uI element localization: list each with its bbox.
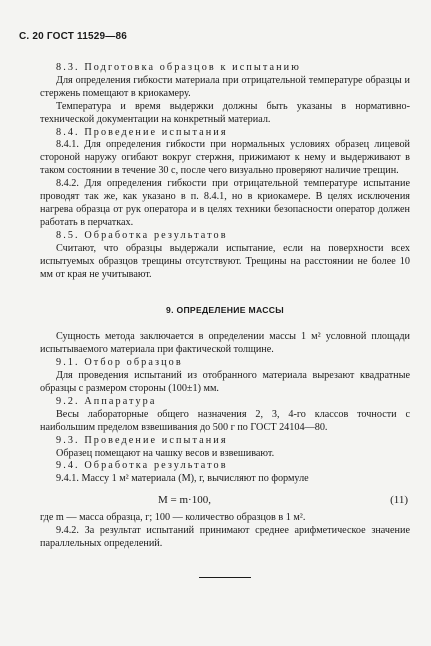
page-header: С. 20 ГОСТ 11529—86 [19,31,128,42]
section-9-1-title: 9.1. Отбор образцов [56,357,183,369]
section-9-1-para: Для проведения испытаний из отобранного материала вырезают квадратные образцы с размером стороны (100±1) мм. [40,370,410,395]
section-8-3-title: 8.3. Подготовка образцов к испытанию [56,62,301,73]
section-8-3-para-1: Для определения гибкости материала при отрицательной температуре образцы и стержень помещают в криокамеру. [40,74,410,99]
section-8-4-title: 8.4. Проведение испытания [56,126,228,138]
section-8-5-title: 8.5. Обработка результатов [56,229,228,241]
section-9-3-title: 9.3. Проведение испытания [56,434,228,446]
section-9-para: Сущность метода заключается в определении массы 1 м² условной площади испытываемого материала при фактической толщине. [40,331,410,356]
section-9-2-para: Весы лабораторные общего назначения 2, 3, 4-го классов точности с наибольшим пределом взвешивания до 500 г по ГОСТ 24104—80. [40,408,410,433]
section-9-heading: 9. ОПРЕДЕЛЕНИЕ МАССЫ [166,305,284,316]
section-8-3-para-2: Температура и время выдержки должны быть указаны в нормативно-технической документации на конкретный материал. [40,100,410,125]
section-9-3-para: Образец помещают на чашку весов и взвешивают. [56,447,275,459]
section-8-4-2: 8.4.2. Для определения гибкости при отрицательной температуре испытание проводят так же, как указано в п. 8.4.1, но в криокамере. В целях исключения нагрева образца от рук оператора и в целях техники безопасности оператор должен работать в перчатках. [40,178,410,228]
formula-legend: где m — масса образца, г; 100 — количество образцов в 1 м². [40,512,306,524]
section-8-4-1: 8.4.1. Для определения гибкости при нормальных условиях образец лицевой стороной наружу огибают вокруг стержня, прижимают к нему и выдерживают в таком состоянии в течение 30 с, после чего визуально проверяют наличие трещин. [40,139,410,177]
section-9-4-1: 9.4.1. Массу 1 м² материала (M), г, вычисляют по формуле [56,473,309,485]
section-9-4-title: 9.4. Обработка результатов [56,460,228,472]
formula-expression: M = m·100, [158,494,211,507]
end-divider [199,577,251,578]
section-9-4-2: 9.4.2. За результат испытаний принимают среднее арифметическое значение параллельных определений. [40,525,410,550]
section-8-5-para: Считают, что образцы выдержали испытание, если на поверхности всех испытуемых образцов трещины отсутствуют. Трещины на расстоянии не более 10 мм от края не учитывают. [40,242,410,280]
mass-formula [40,490,410,510]
text-column [40,62,410,578]
formula-number: (11) [390,494,408,507]
section-9-2-title: 9.2. Аппаратура [56,395,157,407]
